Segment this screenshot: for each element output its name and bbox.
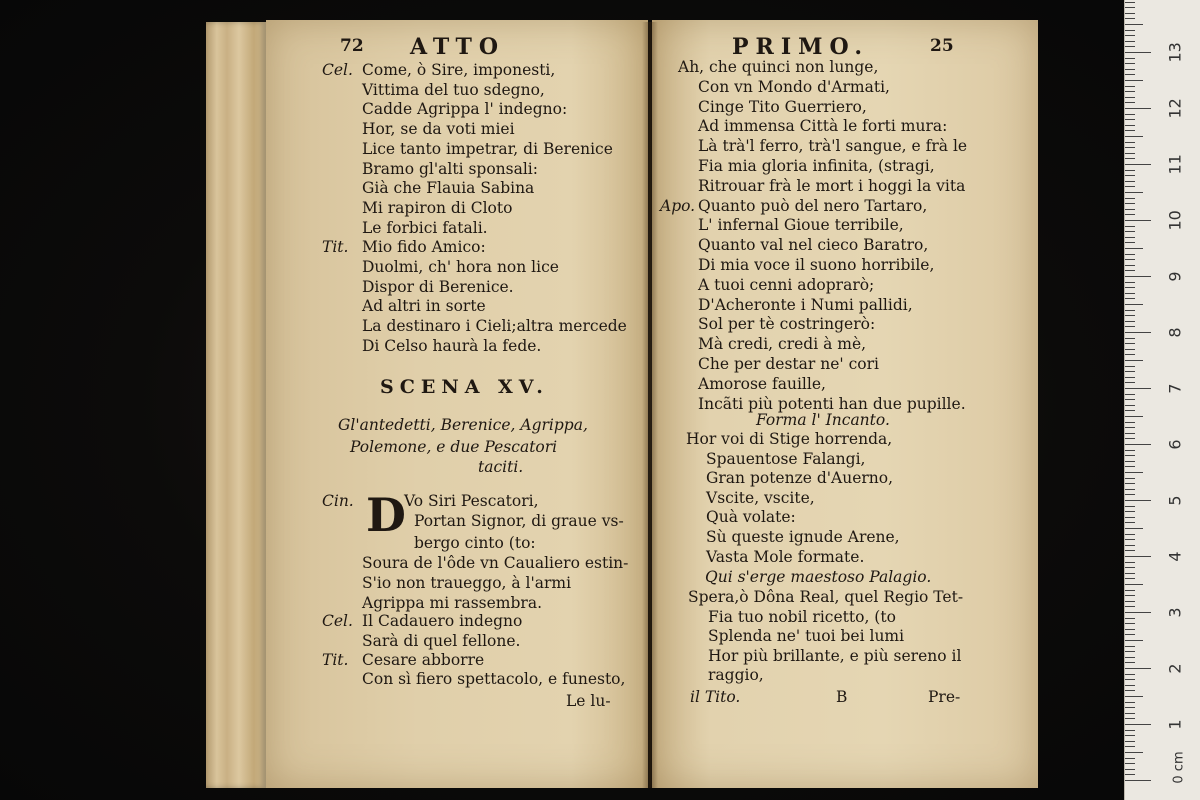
verse-line: Già che Flauia Sabina xyxy=(362,179,535,198)
stage-direction: Forma l' Incanto. xyxy=(756,411,890,429)
footer-catchword-left: il Tito. xyxy=(690,688,741,706)
ruler-tick xyxy=(1125,640,1143,641)
verse-line: Vscite, vscite, xyxy=(706,488,815,507)
ruler-tick xyxy=(1125,298,1135,299)
ruler-tick xyxy=(1125,2,1135,3)
ruler-tick xyxy=(1125,550,1135,551)
ruler-tick xyxy=(1125,741,1135,742)
ruler-tick xyxy=(1125,618,1135,619)
speaker-label: Cel. xyxy=(322,61,353,79)
verse-line: A tuoi cenni adoprarò; xyxy=(698,275,875,294)
ruler-tick xyxy=(1125,483,1135,484)
verse-line: Là trà'l ferro, trà'l sangue, e frà le xyxy=(698,137,968,156)
ruler-tick xyxy=(1125,248,1143,249)
ruler-tick xyxy=(1125,147,1135,148)
ruler-tick xyxy=(1125,399,1135,400)
ruler-tick xyxy=(1125,326,1135,327)
ruler-tick xyxy=(1125,360,1143,361)
ruler-tick xyxy=(1125,86,1135,87)
verse-line: Soura de l'ôde vn Caualiero estin- xyxy=(362,554,629,572)
ruler-tick xyxy=(1125,282,1135,283)
ruler-tick xyxy=(1125,730,1135,731)
ruler-tick xyxy=(1125,500,1151,501)
verse-line: Lice tanto impetrar, di Berenice xyxy=(362,139,613,158)
verse-line: Mio fido Amico: xyxy=(362,238,486,257)
ruler-tick xyxy=(1125,651,1135,652)
verse-line: La destinaro i Cieli;altra mercede xyxy=(362,317,627,336)
ruler-tick xyxy=(1125,153,1135,154)
verse-line: Il Cadauero indegno xyxy=(362,612,523,630)
verse-line: Spauentose Falangi, xyxy=(706,449,866,468)
verse-line: Con sì fiero spettacolo, e funesto, xyxy=(362,670,626,688)
ruler-tick xyxy=(1125,461,1135,462)
ruler-tick xyxy=(1125,522,1135,523)
ruler-tick xyxy=(1125,685,1135,686)
ruler-tick xyxy=(1125,366,1135,367)
ruler-tick xyxy=(1125,545,1135,546)
ruler-number: 13 xyxy=(1165,42,1185,63)
measurement-ruler xyxy=(1124,0,1200,800)
verse-line: Splenda ne' tuoi bei lumi xyxy=(708,627,905,645)
ruler-tick xyxy=(1125,763,1135,764)
verse-line: Hor più brillante, e più sereno il xyxy=(708,646,962,665)
right-page-number: 25 xyxy=(930,36,954,56)
ruler-tick xyxy=(1125,136,1143,137)
ruler-tick xyxy=(1125,164,1151,165)
ruler-tick xyxy=(1125,18,1135,19)
ruler-tick xyxy=(1125,382,1135,383)
ruler-tick xyxy=(1125,265,1135,266)
ruler-tick xyxy=(1125,114,1135,115)
verse-line: L' infernal Gioue terribile, xyxy=(698,216,904,235)
ruler-number: 12 xyxy=(1165,98,1185,119)
verse-line: Dispor di Berenice. xyxy=(362,277,514,296)
ruler-tick xyxy=(1125,226,1135,227)
scene-cast-line: Polemone, e due Pescatori xyxy=(350,438,558,456)
ruler-tick xyxy=(1125,455,1135,456)
ruler-tick xyxy=(1125,444,1151,445)
ruler-tick xyxy=(1125,718,1135,719)
verse-line: Cadde Agrippa l' indegno: xyxy=(362,100,568,119)
ruler-tick xyxy=(1125,46,1135,47)
verse-line: Sol per tè costringerò: xyxy=(698,315,876,334)
ruler-tick xyxy=(1125,780,1151,781)
ruler-tick xyxy=(1125,427,1135,428)
drop-cap: D xyxy=(366,488,406,542)
scene-cast-line: Gl'antedetti, Berenice, Agrippa, xyxy=(338,416,588,434)
ruler-tick xyxy=(1125,231,1135,232)
verse-line: Vittima del tuo sdegno, xyxy=(362,80,545,99)
ruler-tick xyxy=(1125,35,1135,36)
ruler-number: 10 xyxy=(1165,210,1185,231)
ruler-tick xyxy=(1125,69,1135,70)
right-catchword: Pre- xyxy=(928,688,961,706)
ruler-tick xyxy=(1125,556,1151,557)
verse-line: Sù queste ignude Arene, xyxy=(706,528,900,546)
ruler-number: 3 xyxy=(1165,607,1185,618)
ruler-tick xyxy=(1125,634,1135,635)
ruler-number: 8 xyxy=(1165,327,1185,338)
verse-line: Incãti più potenti han due pupille. xyxy=(698,394,966,413)
ruler-tick xyxy=(1125,511,1135,512)
ruler-tick xyxy=(1125,438,1135,439)
ruler-tick xyxy=(1125,539,1135,540)
ruler-tick xyxy=(1125,254,1135,255)
ruler-tick xyxy=(1125,192,1143,193)
ruler-tick xyxy=(1125,534,1135,535)
speaker-label: Cin. xyxy=(322,492,354,510)
ruler-tick xyxy=(1125,304,1143,305)
ruler-number: 1 xyxy=(1165,719,1185,730)
ruler-tick xyxy=(1125,102,1135,103)
verse-line: Agrippa mi rassembra. xyxy=(362,594,543,612)
verse-line: Cesare abborre xyxy=(362,651,485,669)
ruler-tick xyxy=(1125,30,1135,31)
ruler-tick xyxy=(1125,506,1135,507)
verse-line: Fia tuo nobil ricetto, (to xyxy=(708,607,896,626)
scene-cast-line: taciti. xyxy=(478,458,524,476)
ruler-tick xyxy=(1125,259,1135,260)
ruler-tick xyxy=(1125,494,1135,495)
ruler-tick xyxy=(1125,394,1135,395)
stage-direction: Qui s'erge maestoso Palagio. xyxy=(705,568,932,586)
ruler-tick xyxy=(1125,562,1135,563)
ruler-tick xyxy=(1125,175,1135,176)
verse-line: Fia mia gloria infinita, (stragi, xyxy=(698,157,935,175)
ruler-tick xyxy=(1125,371,1135,372)
ruler-tick xyxy=(1125,321,1135,322)
verse-line: Di mia voce il suono horribile, xyxy=(698,256,935,274)
left-page-number: 72 xyxy=(340,36,364,56)
ruler-tick xyxy=(1125,41,1135,42)
ruler-tick xyxy=(1125,595,1135,596)
ruler-number: 4 xyxy=(1165,551,1185,562)
ruler-tick xyxy=(1125,186,1135,187)
verse-line: Hor, se da voti miei xyxy=(362,120,515,139)
ruler-tick xyxy=(1125,601,1135,602)
ruler-tick xyxy=(1125,214,1135,215)
ruler-tick xyxy=(1125,746,1135,747)
ruler-tick xyxy=(1125,573,1135,574)
ruler-tick xyxy=(1125,679,1135,680)
ruler-tick xyxy=(1125,310,1135,311)
verse-line: Quanto val nel cieco Baratro, xyxy=(698,236,929,255)
ruler-tick xyxy=(1125,466,1135,467)
verse-line: Quà volate: xyxy=(706,508,796,527)
ruler-tick xyxy=(1125,63,1135,64)
ruler-tick xyxy=(1125,774,1135,775)
ruler-tick xyxy=(1125,7,1135,8)
ruler-tick xyxy=(1125,646,1135,647)
verse-line: Come, ò Sire, imponesti, xyxy=(362,61,556,79)
ruler-tick xyxy=(1125,52,1151,53)
ruler-tick xyxy=(1125,80,1143,81)
ruler-tick xyxy=(1125,517,1135,518)
ruler-tick xyxy=(1125,203,1135,204)
ruler-tick xyxy=(1125,332,1151,333)
verse-line: Ritrouar frà le mort i hoggi la vita xyxy=(698,176,966,195)
verse-line: Ad altri in sorte xyxy=(362,297,486,316)
verse-line: Hor voi di Stige horrenda, xyxy=(686,430,893,448)
verse-line: Mà credi, credi à mè, xyxy=(698,335,867,354)
verse-line: Con vn Mondo d'Armati, xyxy=(698,77,890,96)
ruler-tick xyxy=(1125,422,1135,423)
ruler-tick xyxy=(1125,629,1135,630)
ruler-tick xyxy=(1125,702,1135,703)
ruler-tick xyxy=(1125,130,1135,131)
ruler-tick xyxy=(1125,450,1135,451)
ruler-tick xyxy=(1125,181,1135,182)
verse-line: Che per destar ne' cori xyxy=(698,355,879,373)
verse-line: Bramo gl'alti sponsali: xyxy=(362,159,538,178)
ruler-number: 11 xyxy=(1165,154,1185,175)
ruler-tick xyxy=(1125,416,1143,417)
verse-line: bergo cinto (to: xyxy=(414,534,536,552)
ruler-tick xyxy=(1125,478,1135,479)
ruler-tick xyxy=(1125,472,1143,473)
ruler-tick xyxy=(1125,74,1135,75)
ruler-tick xyxy=(1125,170,1135,171)
ruler-number: 7 xyxy=(1165,383,1185,394)
ruler-tick xyxy=(1125,142,1135,143)
verse-line: D'Acheronte i Numi pallidi, xyxy=(698,295,913,314)
ruler-tick xyxy=(1125,489,1135,490)
verse-line: Le forbici fatali. xyxy=(362,218,488,237)
ruler-tick xyxy=(1125,584,1143,585)
ruler-tick xyxy=(1125,209,1135,210)
verse-line: Ah, che quinci non lunge, xyxy=(678,58,879,76)
ruler-tick xyxy=(1125,657,1135,658)
verse-line: Di Celso haurà la fede. xyxy=(362,336,542,355)
ruler-tick xyxy=(1125,293,1135,294)
ruler-tick xyxy=(1125,125,1135,126)
ruler-tick xyxy=(1125,752,1143,753)
ruler-tick xyxy=(1125,696,1143,697)
ruler-tick xyxy=(1125,433,1135,434)
ruler-tick xyxy=(1125,690,1135,691)
verse-line: S'io non traueggo, à l'armi xyxy=(362,574,572,592)
ruler-tick xyxy=(1125,276,1151,277)
ruler-tick xyxy=(1125,315,1135,316)
verse-line: raggio, xyxy=(708,666,764,684)
ruler-number: 2 xyxy=(1165,663,1185,674)
ruler-tick xyxy=(1125,612,1151,613)
ruler-tick xyxy=(1125,91,1135,92)
verse-line: Cinge Tito Guerriero, xyxy=(698,97,867,116)
ruler-tick xyxy=(1125,590,1135,591)
ruler-tick xyxy=(1125,388,1151,389)
ruler-tick xyxy=(1125,713,1135,714)
ruler-tick xyxy=(1125,198,1135,199)
verse-line: Duolmi, ch' hora non lice xyxy=(362,258,559,276)
ruler-tick xyxy=(1125,405,1135,406)
ruler-tick xyxy=(1125,13,1135,14)
verse-line: Vasta Mole formate. xyxy=(706,547,865,566)
ruler-tick xyxy=(1125,349,1135,350)
verse-line: Gran potenze d'Auerno, xyxy=(706,469,894,488)
scene-title: SCENA XV. xyxy=(380,376,549,398)
ruler-tick xyxy=(1125,410,1135,411)
ruler-tick xyxy=(1125,623,1135,624)
ruler-tick xyxy=(1125,567,1135,568)
ruler-tick xyxy=(1125,354,1135,355)
left-catchword: Le lu- xyxy=(566,692,611,710)
ruler-tick xyxy=(1125,24,1143,25)
speaker-label: Cel. xyxy=(322,612,353,630)
ruler-tick xyxy=(1125,606,1135,607)
ruler-tick xyxy=(1125,758,1135,759)
right-running-header: PRIMO. xyxy=(732,34,870,60)
ruler-tick xyxy=(1125,242,1135,243)
ruler-tick xyxy=(1125,237,1135,238)
ruler-number: 6 xyxy=(1165,439,1185,450)
verse-line: Spera,ò Dôna Real, quel Regio Tet- xyxy=(688,588,964,606)
ruler-tick xyxy=(1125,220,1151,221)
ruler-tick xyxy=(1125,270,1135,271)
ruler-tick xyxy=(1125,97,1135,98)
ruler-tick xyxy=(1125,769,1135,770)
ruler-tick xyxy=(1125,735,1135,736)
verse-line: Vo Siri Pescatori, xyxy=(404,492,539,510)
ruler-number: 5 xyxy=(1165,495,1185,506)
verse-line: Portan Signor, di graue vs- xyxy=(414,512,624,530)
ruler-tick xyxy=(1125,343,1135,344)
verse-line: Amorose fauille, xyxy=(698,374,826,393)
signature-mark: B xyxy=(836,688,848,706)
ruler-tick xyxy=(1125,528,1143,529)
ruler-tick xyxy=(1125,338,1135,339)
ruler-tick xyxy=(1125,668,1151,669)
speaker-label: Apo. xyxy=(660,196,696,215)
speaker-label: Tit. xyxy=(322,238,349,257)
ruler-tick xyxy=(1125,58,1135,59)
ruler-tick xyxy=(1125,108,1151,109)
ruler-tick xyxy=(1125,377,1135,378)
verse-line: Mi rapiron di Cloto xyxy=(362,198,513,217)
left-running-header: ATTO xyxy=(410,34,505,60)
verse-line: Quanto può del nero Tartaro, xyxy=(698,196,928,215)
speaker-label: Tit. xyxy=(322,651,349,669)
ruler-tick xyxy=(1125,724,1151,725)
verse-line: Sarà di quel fellone. xyxy=(362,632,521,650)
verse-line: Ad immensa Città le forti mura: xyxy=(698,117,948,136)
ruler-tick xyxy=(1125,287,1135,288)
ruler-number: 9 xyxy=(1165,271,1185,282)
ruler-tick xyxy=(1125,707,1135,708)
ruler-tick xyxy=(1125,662,1135,663)
ruler-tick xyxy=(1125,674,1135,675)
ruler-tick xyxy=(1125,119,1135,120)
ruler-tick xyxy=(1125,578,1135,579)
ruler-tick xyxy=(1125,158,1135,159)
ruler-unit-label: 0 cm xyxy=(1171,751,1187,784)
